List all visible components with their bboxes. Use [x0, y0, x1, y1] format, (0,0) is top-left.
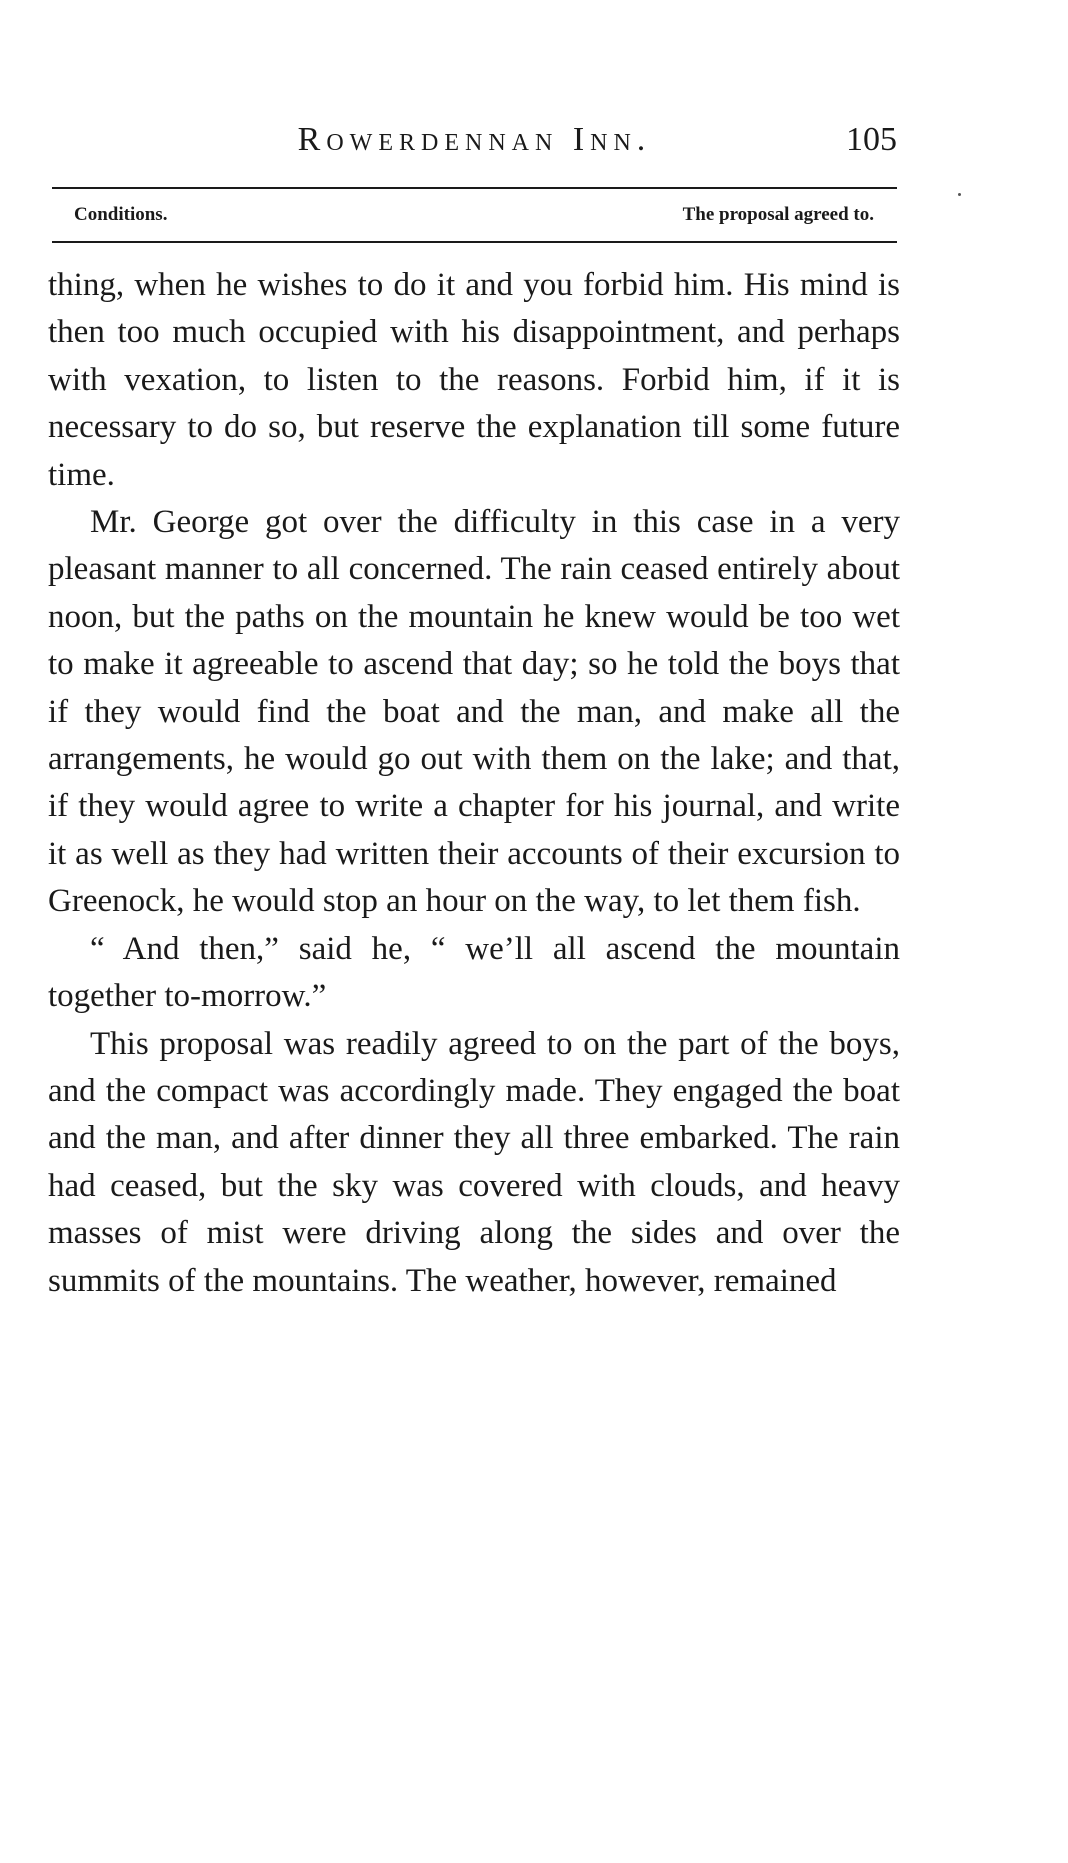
paragraph: This proposal was readily agreed to on the part of the boys, and the compact was accordingly made. They engaged the boat and the man, and after dinner they all three embarked. The rain had ceased, but the sky was covered with clouds, and heavy masses of mist were driving along the sides and over the summits of the mountains. The weather, however, remained — [48, 1025, 900, 1299]
header-rule-bottom — [52, 241, 897, 243]
side-note-right: The proposal agreed to. — [682, 204, 874, 225]
page-number: 105 — [846, 121, 897, 158]
running-head — [52, 120, 897, 170]
paragraph-continuation: thing, when he wishes to do it and you forbid him. His mind is then too much occupied with his disappointment, and perhaps with vexation, to listen to the reasons. Forbid him, if it is necessary to do so, but reserve the explanation till some future time. — [48, 267, 900, 493]
header-rule-top — [52, 187, 897, 189]
margin-speck — [958, 193, 961, 196]
side-notes — [74, 198, 874, 232]
body-text — [48, 262, 900, 1305]
running-title: Rowerdennan Inn. — [297, 121, 652, 158]
side-note-left: Conditions. — [74, 204, 168, 225]
paragraph: “ And then,” said he, “ we’ll all ascend the mountain together to-morrow.” — [48, 930, 900, 1015]
paragraph: Mr. George got over the difficulty in this case in a very pleasant manner to all concerned. The rain ceased entirely about noon, but the paths on the mountain he knew would be too wet to make it agreeable to ascend that day; so he told the boys that if they would find the boat and the man, and make all the arrangements, he would go out with them on the lake; and that, if they would agree to write a chapter for his journal, and write it as well as they had written their accounts of their excursion to Greenock, he would stop an hour on the way, to let them fish. — [48, 504, 900, 920]
